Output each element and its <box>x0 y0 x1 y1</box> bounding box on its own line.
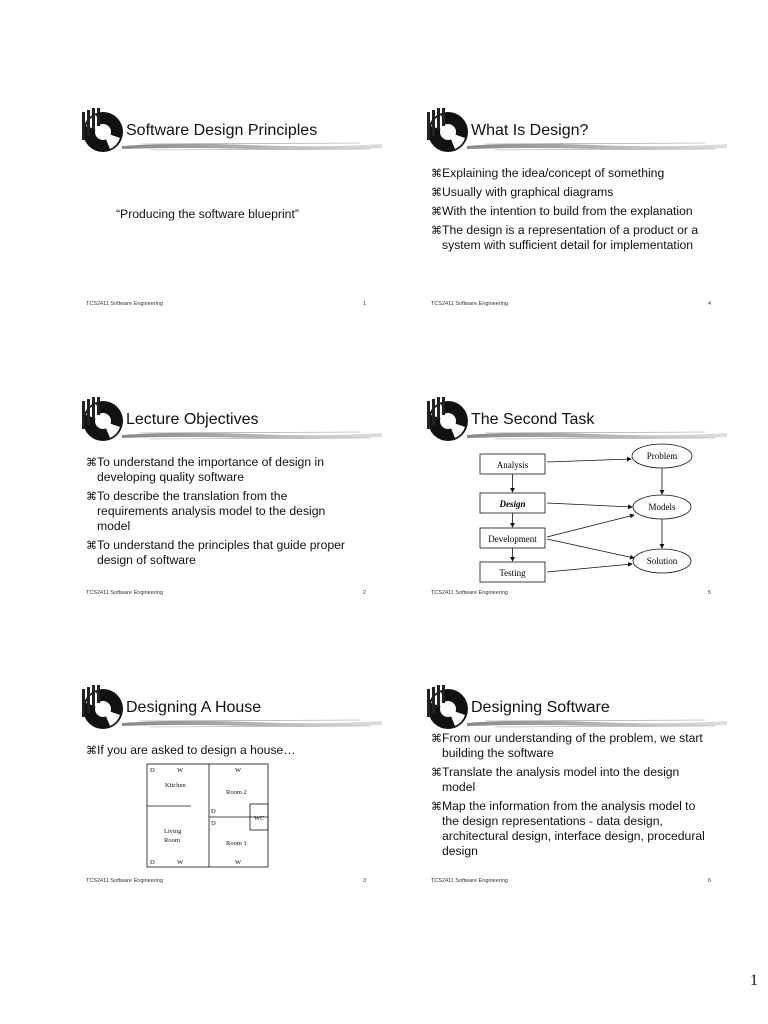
slide-4 <box>425 108 725 348</box>
door-label: D <box>150 767 155 774</box>
process-diagram <box>465 443 705 583</box>
svg-text:Models: Models <box>648 502 676 512</box>
command-bullet-icon: ⌘ <box>431 167 442 180</box>
slide-footer-number: 3 <box>362 878 366 884</box>
command-bullet-icon: ⌘ <box>431 766 442 779</box>
slide-footer-number: 4 <box>707 301 711 307</box>
house-floor-plan <box>146 761 271 869</box>
slide-footer-course: TCS2411 Software Engineering <box>431 590 508 596</box>
command-bullet-icon: ⌘ <box>86 456 97 469</box>
slide-footer-course: TCS2411 Software Engineering <box>86 590 163 596</box>
slide-footer-number: 5 <box>707 590 711 596</box>
slide-title: What Is Design? <box>471 122 589 139</box>
door-label: D <box>150 859 155 866</box>
svg-text:Analysis: Analysis <box>496 460 529 470</box>
diagram-ellipse-solution <box>633 549 691 573</box>
slide-footer-course: TCS2411 Software Engineering <box>431 301 508 307</box>
slide-footer-number: 2 <box>362 590 366 596</box>
diagram-ellipse-problem <box>632 444 692 468</box>
diagram-box-design <box>480 493 545 513</box>
list-item: ⌘If you are asked to design a house… <box>86 743 296 757</box>
window-label: W <box>235 767 242 774</box>
brush-stroke-divider <box>120 717 385 729</box>
slide-title: Software Design Principles <box>126 122 318 139</box>
svg-text:Solution: Solution <box>646 556 678 566</box>
slide-footer-course: TCS2411 Software Engineering <box>86 301 163 307</box>
list-item: ⌘From our understanding of the problem, we start building the software <box>431 731 703 760</box>
slide-footer-course: TCS2411 Software Engineering <box>86 878 163 884</box>
diagram-box-analysis <box>480 454 545 474</box>
svg-text:Problem: Problem <box>646 451 678 461</box>
window-label: W <box>177 767 184 774</box>
list-item: ⌘Explaining the idea/concept of something <box>431 166 665 180</box>
svg-text:Development: Development <box>488 534 537 544</box>
window-label: W <box>235 859 242 866</box>
slide-title: Designing A House <box>126 699 262 716</box>
brush-stroke-divider <box>120 429 385 441</box>
room-label-wc: WC <box>254 815 265 822</box>
door-label: D <box>211 808 216 815</box>
diagram-ellipse-models <box>633 495 691 519</box>
list-item: ⌘The design is a representation of a product or a system with sufficient detail for implementation <box>431 223 699 252</box>
room-label-living: Room <box>164 837 180 844</box>
handout-page-number: 1 <box>750 972 758 989</box>
slide-6 <box>425 685 725 925</box>
slide-footer-course: TCS2411 Software Engineering <box>431 878 508 884</box>
brush-stroke-divider <box>465 429 730 441</box>
room-label-room2: Room 2 <box>226 789 247 796</box>
list-item: ⌘With the intention to build from the explanation <box>431 204 693 218</box>
door-label: D <box>211 820 216 827</box>
brush-stroke-divider <box>120 140 385 152</box>
command-bullet-icon: ⌘ <box>431 186 442 199</box>
command-bullet-icon: ⌘ <box>431 205 442 218</box>
list-item: ⌘Usually with graphical diagrams <box>431 185 614 199</box>
command-bullet-icon: ⌘ <box>431 800 442 813</box>
command-bullet-icon: ⌘ <box>86 744 97 757</box>
slide-5 <box>425 397 725 637</box>
bullet-list <box>86 455 361 572</box>
command-bullet-icon: ⌘ <box>431 224 442 237</box>
room-label-room1: Room 1 <box>226 840 247 847</box>
slide-3 <box>80 685 380 925</box>
bullet-list <box>86 743 361 762</box>
list-item: ⌘Translate the analysis model into the design model <box>431 765 680 794</box>
svg-text:Testing: Testing <box>499 568 526 578</box>
list-item: ⌘To understand the principles that guide proper design of software <box>86 538 345 567</box>
list-item: ⌘Map the information from the analysis model to the design representations - data design, architectural design, interface design, procedural design <box>431 799 705 858</box>
command-bullet-icon: ⌘ <box>86 539 97 552</box>
diagram-box-testing <box>480 562 545 582</box>
slide-2 <box>80 397 380 637</box>
slide-quote: “Producing the software blueprint” <box>116 207 299 221</box>
room-label-living: Living <box>164 828 182 835</box>
bullet-list <box>431 731 706 863</box>
room-label-kitchen: Kitchen <box>165 782 186 789</box>
svg-text:Design: Design <box>499 499 526 509</box>
slide-footer-number: 6 <box>707 878 711 884</box>
slide-title: The Second Task <box>471 411 595 428</box>
diagram-box-development <box>480 528 545 548</box>
list-item: ⌘To describe the translation from the requirements analysis model to the design model <box>86 489 326 533</box>
slide-title: Lecture Objectives <box>126 411 259 428</box>
window-label: W <box>177 859 184 866</box>
command-bullet-icon: ⌘ <box>86 490 97 503</box>
bullet-list <box>431 166 706 257</box>
command-bullet-icon: ⌘ <box>431 732 442 745</box>
brush-stroke-divider <box>465 140 730 152</box>
slide-1 <box>80 108 380 348</box>
slide-footer-number: 1 <box>362 301 366 307</box>
list-item: ⌘To understand the importance of design in developing quality software <box>86 455 324 484</box>
brush-stroke-divider <box>465 717 730 729</box>
slide-title: Designing Software <box>471 699 610 716</box>
